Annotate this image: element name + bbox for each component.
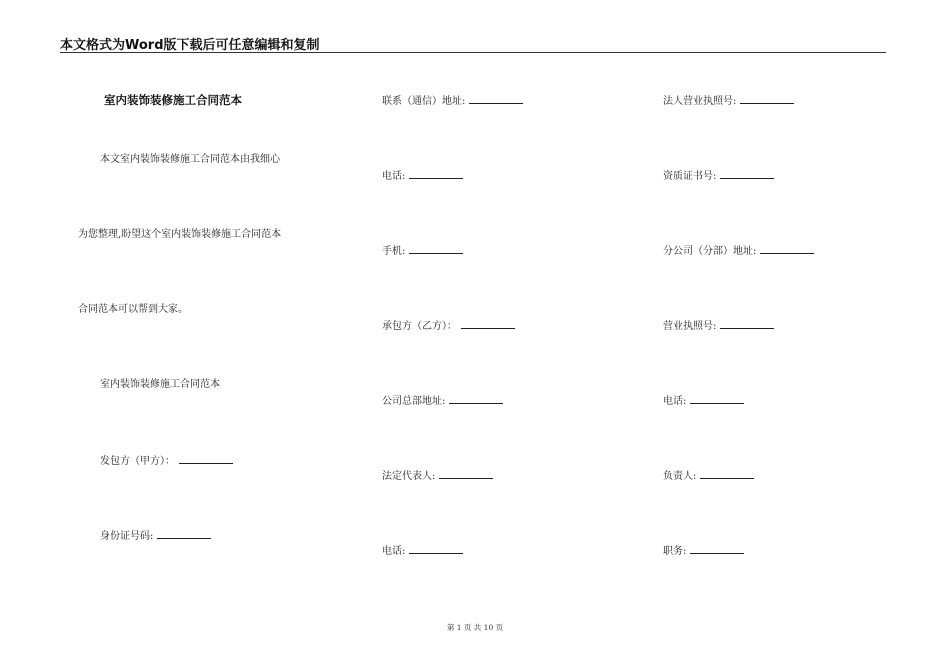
hq-address-blank: [449, 393, 503, 404]
branch-address-field: [663, 243, 814, 259]
contact-address-blank: [469, 93, 523, 104]
party-b-field: [382, 318, 515, 334]
manager-blank: [700, 468, 754, 479]
contract-subtitle: 室内装饰装修施工合同范本: [100, 379, 220, 390]
intro-line-1: 本文室内装饰装修施工合同范本由我细心: [100, 154, 280, 165]
position-field: [663, 543, 744, 559]
document-header: [60, 34, 886, 53]
id-number-field: [100, 528, 211, 544]
phone-field: [382, 168, 463, 184]
phone-label: 电话:: [382, 171, 406, 182]
hq-address-label: 公司总部地址:: [382, 396, 446, 407]
qualification-field: [663, 168, 774, 184]
right-phone-field: [663, 393, 744, 409]
id-number-label: 身份证号码:: [100, 531, 154, 542]
contact-address-field: [382, 93, 523, 109]
qualification-label: 资质证书号:: [663, 171, 717, 182]
phone2-label: 电话:: [382, 546, 406, 557]
business-license-field: [663, 318, 774, 334]
header-text: 本文格式为Word版下载后可任意编辑和复制: [60, 38, 320, 53]
branch-address-label: 分公司（分部）地址:: [663, 246, 757, 257]
legal-rep-field: [382, 468, 493, 484]
hq-address-field: [382, 393, 503, 409]
right-phone-blank: [690, 393, 744, 404]
document-title: 室内装饰装修施工合同范本: [104, 93, 242, 107]
manager-label: 负责人:: [663, 471, 697, 482]
party-b-label: 承包方（乙方）：: [382, 321, 457, 332]
id-number-blank: [157, 528, 211, 539]
right-phone-label: 电话:: [663, 396, 687, 407]
intro-line-3: 合同范本可以帮到大家。: [78, 304, 188, 315]
intro-line-2: 为您整理,盼望这个室内装饰装修施工合同范本: [78, 229, 282, 240]
party-b-blank: [461, 318, 515, 329]
position-label: 职务:: [663, 546, 687, 557]
legal-license-label: 法人营业执照号:: [663, 96, 737, 107]
contact-address-label: 联系（通信）地址:: [382, 96, 466, 107]
legal-license-field: [663, 93, 794, 109]
legal-license-blank: [740, 93, 794, 104]
phone2-blank: [409, 543, 463, 554]
branch-address-blank: [760, 243, 814, 254]
party-a-label: 发包方（甲方）：: [100, 456, 175, 467]
phone-blank: [409, 168, 463, 179]
manager-field: [663, 468, 754, 484]
phone2-field: [382, 543, 463, 559]
mobile-label: 手机:: [382, 246, 406, 257]
position-blank: [690, 543, 744, 554]
mobile-blank: [409, 243, 463, 254]
legal-rep-blank: [439, 468, 493, 479]
qualification-blank: [720, 168, 774, 179]
mobile-field: [382, 243, 463, 259]
legal-rep-label: 法定代表人:: [382, 471, 436, 482]
business-license-label: 营业执照号:: [663, 321, 717, 332]
party-a-field: [100, 453, 233, 469]
page-number: 第 1 页 共 10 页: [446, 623, 504, 632]
business-license-blank: [720, 318, 774, 329]
party-a-blank: [179, 453, 233, 464]
